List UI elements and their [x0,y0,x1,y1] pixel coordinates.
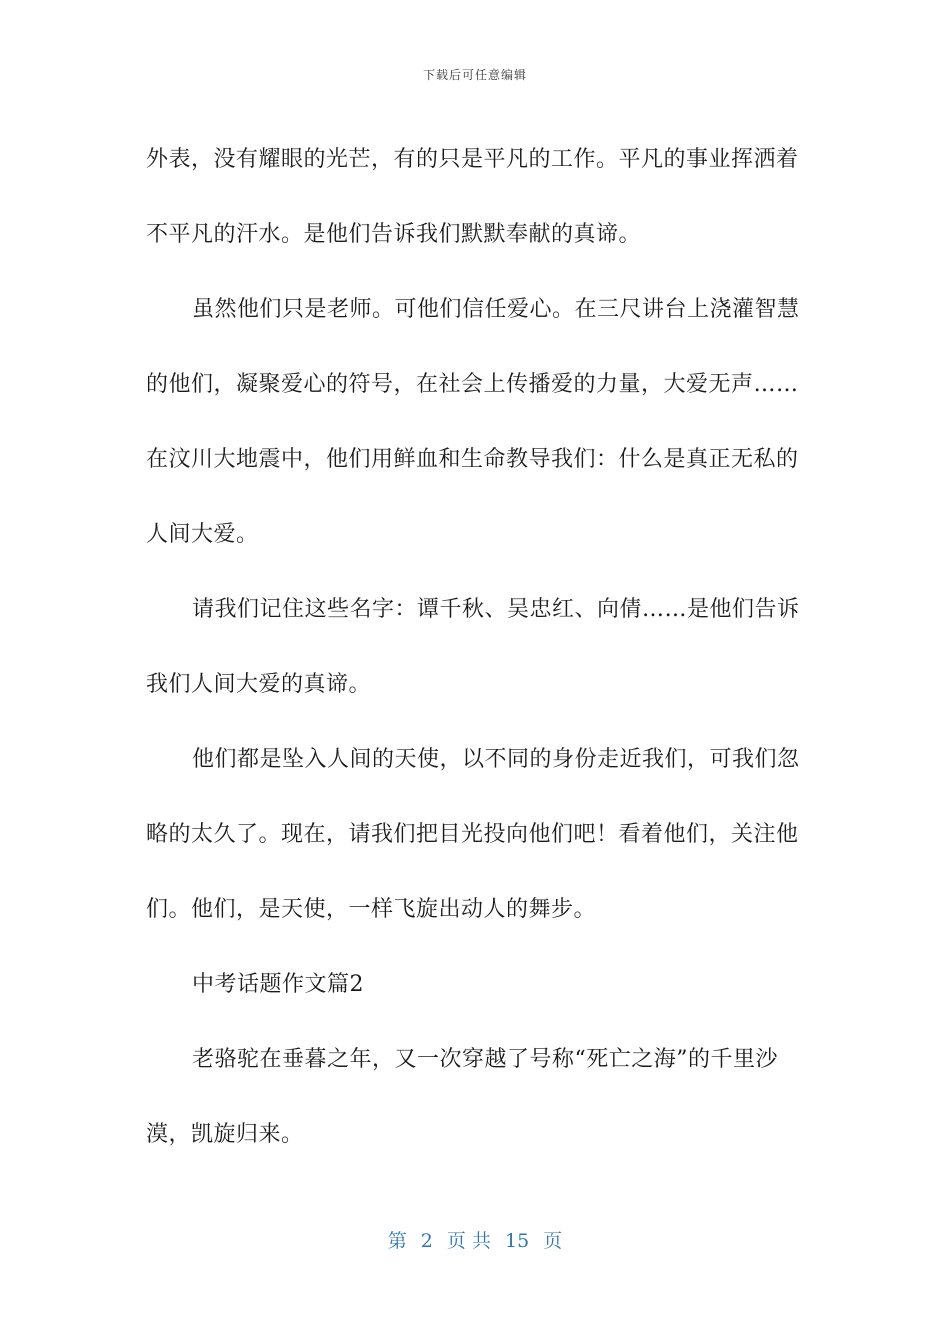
page-footer [0,1226,950,1253]
page-label-prefix: 第 [387,1230,407,1252]
paragraph: 他们都是坠入人间的天使，以不同的身份走近我们，可我们忽略的太久了。现在，请我们把目光投向他们吧！看着他们，关注他们。他们，是天使，一样飞旋出动人的舞步。 [146,747,800,922]
total-page-count: 15 [505,1230,530,1252]
page-header: 下载后可任意编辑 [422,68,527,82]
page-label-suffix: 页 [543,1230,563,1252]
paragraph-continuation: 外表，没有耀眼的光芒，有的只是平凡的工作。平凡的事业挥洒着不平凡的汗水。是他们告诉我们默默奉献的真谛。 [146,147,799,247]
page-label-mid: 页 共 [446,1230,491,1252]
document-body [146,122,810,1172]
current-page-number: 2 [420,1230,433,1252]
section-heading: 中考话题作文篇2 [192,972,364,997]
paragraph: 请我们记住这些名字：谭千秋、吴忠红、向倩……是他们告诉我们人间大爱的真谛。 [146,597,800,697]
paragraph: 老骆驼在垂暮之年，又一次穿越了号称“死亡之海”的千里沙漠，凯旋归来。 [146,1047,778,1147]
paragraph: 虽然他们只是老师。可他们信任爱心。在三尺讲台上浇灌智慧的他们，凝聚爱心的符号，在社会上传播爱的力量，大爱无声……在汶川大地震中，他们用鲜血和生命教导我们：什么是真正无私的人间大爱。 [146,297,800,547]
